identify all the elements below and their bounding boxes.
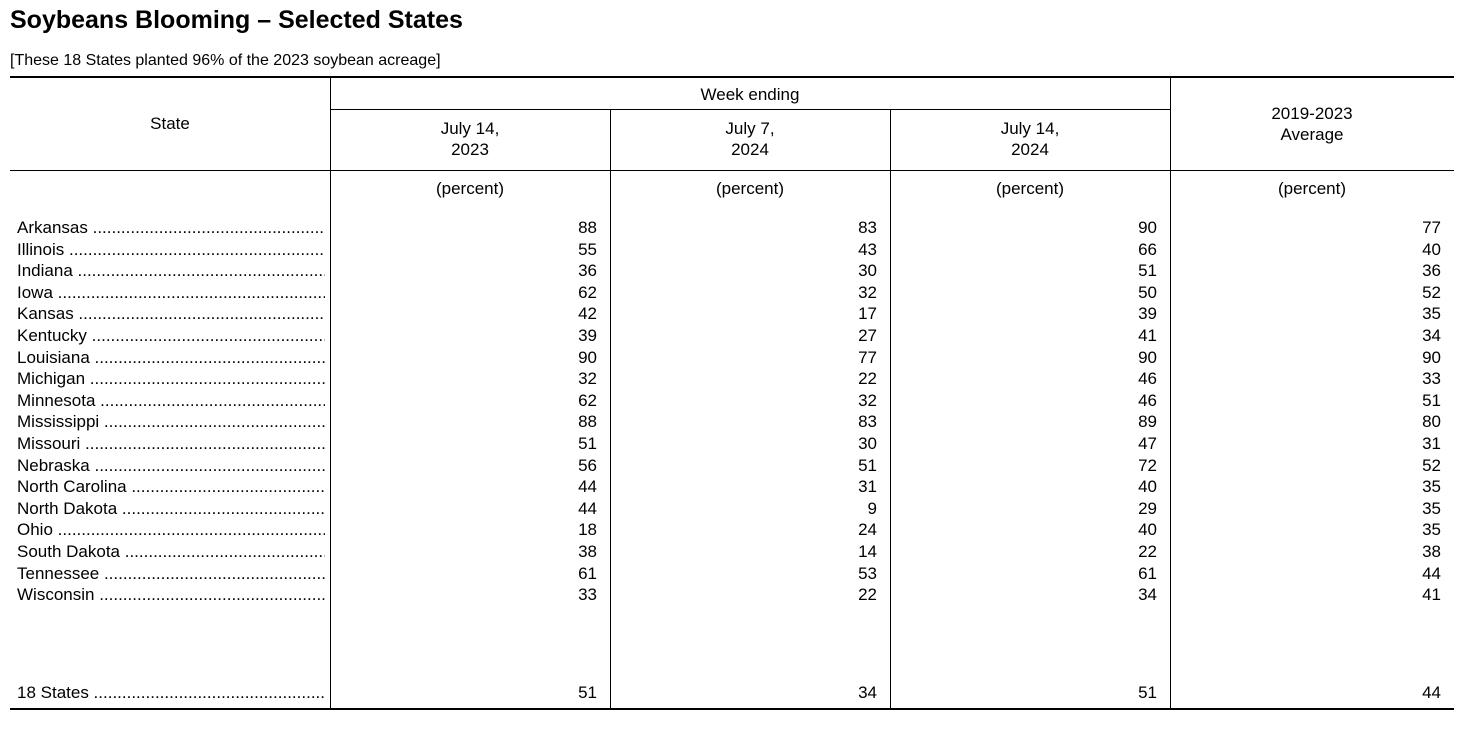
table-row-state: Kentucky ..... [17,325,325,346]
table-row-value: 72 [1138,456,1157,475]
week-ending-header: Week ending [700,85,800,104]
table-row-value: 35 [1422,477,1441,496]
table-row-value: 41 [1138,326,1157,345]
table-row-value: 62 [578,391,597,410]
table-row-value: 30 [858,261,877,280]
table-row-value: 90 [1138,348,1157,367]
table-row-value: 36 [1422,261,1441,280]
table-row-value: 35 [1422,304,1441,323]
table-row-value: 52 [1422,456,1441,475]
total-row-value: 51 [578,683,597,702]
total-row-value: 44 [1422,683,1441,702]
table-row-value: 33 [1422,369,1441,388]
column-header-average: 2019-2023 Average [1271,104,1353,144]
table-row-value: 31 [858,477,877,496]
table-row-value: 40 [1138,520,1157,539]
table-row-state: Arkansas ..... [17,217,325,238]
table-row-state: Tennessee ..... [17,563,325,584]
page-title: Soybeans Blooming – Selected States [10,6,463,34]
table-row-state: North Carolina ..... [17,476,325,497]
table-row-value: 88 [578,218,597,237]
table-row-value: 14 [858,542,877,561]
table-row-value: 27 [858,326,877,345]
table-row-value: 36 [578,261,597,280]
table-row-value: 83 [858,218,877,237]
table-row-state: Indiana ..... [17,260,325,281]
table-row-value: 46 [1138,391,1157,410]
table-row-value: 34 [1138,585,1157,604]
table-row-value: 32 [858,283,877,302]
table-row-value: 39 [578,326,597,345]
table-row-value: 9 [867,499,877,518]
total-row-state: 18 States ..... [17,682,325,703]
table-row-value: 51 [858,456,877,475]
table-row-state: North Dakota ..... [17,498,325,519]
unit-label: (percent) [435,179,505,198]
table-row-value: 61 [1138,564,1157,583]
column-header-july14-2024: July 14, 2024 [1000,119,1060,159]
table-row-value: 44 [578,499,597,518]
table-row-value: 17 [858,304,877,323]
table-row-value: 34 [1422,326,1441,345]
table-row-value: 51 [578,434,597,453]
table-row-value: 88 [578,412,597,431]
blooming-table [10,76,1454,710]
table-row-state: Ohio ..... [17,519,325,540]
table-row-state: Illinois ..... [17,239,325,260]
table-row-state: Minnesota ..... [17,390,325,411]
table-row-value: 35 [1422,499,1441,518]
table-row-state: Kansas ..... [17,303,325,324]
table-row-value: 31 [1422,434,1441,453]
table-row-value: 38 [578,542,597,561]
table-row-value: 35 [1422,520,1441,539]
table-row-value: 66 [1138,240,1157,259]
table-row-value: 40 [1422,240,1441,259]
state-column-header: State [150,114,190,133]
table-row-value: 53 [858,564,877,583]
unit-label: (percent) [715,179,785,198]
table-row-value: 51 [1422,391,1441,410]
table-row-value: 61 [578,564,597,583]
table-row-state: Missouri ..... [17,433,325,454]
table-row-state: Michigan ..... [17,368,325,389]
table-row-value: 47 [1138,434,1157,453]
table-row-value: 55 [578,240,597,259]
table-row-value: 50 [1138,283,1157,302]
column-header-july14-2023: July 14, 2023 [440,119,500,159]
table-row-value: 42 [578,304,597,323]
table-row-value: 77 [858,348,877,367]
table-row-value: 77 [1422,218,1441,237]
table-row-value: 39 [1138,304,1157,323]
page-subtitle: [These 18 States planted 96% of the 2023 soybean acreage] [10,52,441,69]
table-row-value: 62 [578,283,597,302]
week-ending-rule [330,109,1170,110]
table-row-value: 52 [1422,283,1441,302]
column-header-july7-2024: July 7, 2024 [725,119,775,159]
total-row-value: 34 [858,683,877,702]
table-row-value: 46 [1138,369,1157,388]
table-row-value: 18 [578,520,597,539]
table-row-state: Mississippi ..... [17,411,325,432]
unit-label: (percent) [995,179,1065,198]
unit-label: (percent) [1277,179,1347,198]
table-row-state: Wisconsin ..... [17,584,325,605]
table-row-state: Louisiana ..... [17,347,325,368]
table-row-value: 44 [1422,564,1441,583]
table-row-value: 41 [1422,585,1441,604]
table-row-value: 80 [1422,412,1441,431]
table-row-value: 44 [578,477,597,496]
table-row-value: 38 [1422,542,1441,561]
table-row-value: 30 [858,434,877,453]
table-row-value: 83 [858,412,877,431]
table-row-value: 22 [1138,542,1157,561]
table-row-value: 89 [1138,412,1157,431]
total-row-value: 51 [1138,683,1157,702]
table-row-value: 43 [858,240,877,259]
table-row-value: 32 [858,391,877,410]
header-bottom-rule [10,170,1454,171]
table-row-state: South Dakota ..... [17,541,325,562]
table-row-value: 24 [858,520,877,539]
table-row-value: 22 [858,585,877,604]
table-row-value: 32 [578,369,597,388]
table-row-value: 22 [858,369,877,388]
table-row-value: 33 [578,585,597,604]
table-row-state: Iowa ..... [17,282,325,303]
table-row-state: Nebraska ..... [17,455,325,476]
table-row-value: 90 [1138,218,1157,237]
table-row-value: 90 [578,348,597,367]
table-row-value: 56 [578,456,597,475]
table-row-value: 90 [1422,348,1441,367]
table-row-value: 29 [1138,499,1157,518]
table-row-value: 40 [1138,477,1157,496]
table-row-value: 51 [1138,261,1157,280]
